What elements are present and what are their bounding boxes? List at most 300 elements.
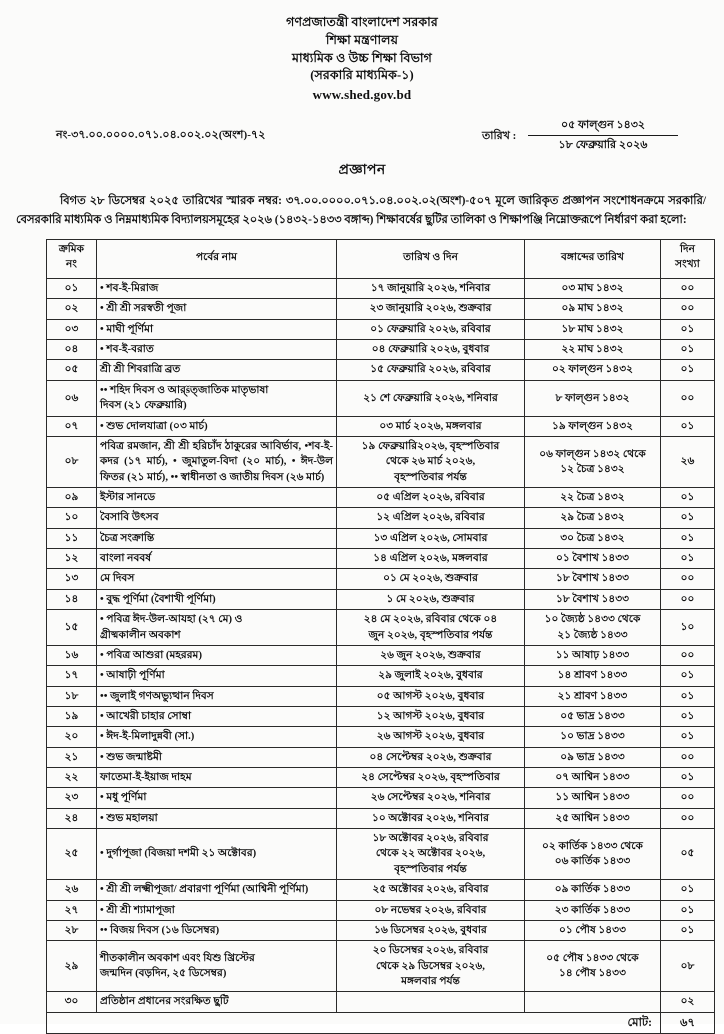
- cell-serial: ২৪: [47, 808, 97, 828]
- cell-bengali-date-line: ০৯ কার্তিক ১৪৩৩: [554, 884, 631, 896]
- cell-bengali-date-line: ০৭ আশ্বিন ১৪৩৩: [555, 772, 630, 784]
- cell-day-count: ০১: [661, 340, 715, 360]
- cell-serial: ০৪: [47, 340, 97, 360]
- cell-serial: ২২: [47, 768, 97, 788]
- cell-bengali-date-line: ১৮ বৈশাখ ১৪৩৩: [555, 593, 630, 605]
- cell-date-day-line: থেকে ২৯ ডিসেম্বর ২০২৬,: [376, 960, 485, 972]
- cell-date-day: [337, 706, 525, 726]
- cell-event-name-line: • শব-ই-বরাত: [100, 344, 154, 356]
- cell-date-day: [337, 549, 525, 569]
- cell-event-name: [97, 920, 337, 940]
- cell-event-name-line: চৈত্র সংক্রান্তি: [100, 532, 155, 544]
- cell-bengali-date-line: ১০ জ্যৈষ্ঠ ১৪৩৩ থেকে: [544, 614, 641, 626]
- cell-event-name: [97, 829, 337, 880]
- table-row: [47, 360, 715, 380]
- cell-event-name-line: ফাতেমা-ই-ইয়াজ দাহম: [100, 772, 192, 784]
- cell-event-name: [97, 319, 337, 339]
- cell-date-day: [337, 610, 525, 646]
- cell-date-day-line: থেকে ২৬ মার্চ ২০২৬,: [385, 456, 476, 468]
- cell-serial: ০৩: [47, 319, 97, 339]
- table-row: [47, 808, 715, 828]
- cell-serial: ০৯: [47, 488, 97, 508]
- body-paragraph-text: বিগত ২৮ ডিসেম্বর ২০২৫ তারিখের স্মারক নম্বর: ৩৭.০০.০০০০.০৭১.০৪.০০২.০২(অংশ)-৫০৭ মূলে জারিকৃত প্রজ্ঞাপন সংশোধনক্রমে সরকারি/বেসরকারি মাধ্যমিক ও নিম্নমাধ্যমিক বিদ্যালয়সমূহের ২০২৬ (১৪৩২-১৪৩৩ বঙ্গাব্দ) শিক্ষাবর্ষের ছুটির তালিকা ও শিক্ষাপঞ্জি নিম্নোক্তরূপে নির্ধারণ করা হলো:: [16, 195, 706, 226]
- table-row: [47, 380, 715, 416]
- cell-event-name-line: •• বিজয় দিবস (১৬ ডিসেম্বর): [100, 924, 220, 936]
- cell-date-day-line: বৃহস্পতিবার পর্যন্ত: [394, 471, 467, 483]
- cell-event-name-line: গ্রীষ্মকালীন অবকাশ: [100, 629, 181, 641]
- cell-serial: ১৪: [47, 589, 97, 609]
- cell-date-day: [337, 727, 525, 747]
- cell-bengali-date: [525, 488, 661, 508]
- cell-date-day: [337, 299, 525, 319]
- table-header: [47, 240, 715, 279]
- cell-bengali-date-line: ১৯ ফাল্গুন ১৪৩২: [552, 420, 633, 432]
- cell-date-day: [337, 360, 525, 380]
- cell-bengali-date-line: ২৩ কার্তিক ১৪৩৩: [554, 904, 631, 916]
- cell-event-name: [97, 788, 337, 808]
- cell-bengali-date: [525, 610, 661, 646]
- cell-event-name-line: প্রতিষ্ঠান প্রধানের সংরক্ষিত ছুটি: [100, 996, 229, 1008]
- cell-date-day-line: ২৬ আগস্ট ২০২৬, বুধবার: [376, 731, 485, 743]
- cell-date-day-line: ২৪ মে ২০২৬, রবিবার থেকে ০৪: [363, 614, 498, 626]
- cell-date-day-line: ১৩ এপ্রিল ২০২৬, সোমবার: [373, 532, 488, 544]
- col-header-day-count: [661, 240, 715, 279]
- cell-bengali-date: [525, 416, 661, 436]
- cell-bengali-date-line: ২৯ চৈত্র ১৪৩২: [560, 512, 625, 524]
- cell-date-day: [337, 589, 525, 609]
- cell-day-count: ০৫: [661, 829, 715, 880]
- cell-event-name: [97, 992, 337, 1012]
- cell-serial: ০৫: [47, 360, 97, 380]
- cell-day-count: ০১: [661, 920, 715, 940]
- cell-bengali-date-line: ২১ জ্যৈষ্ঠ ১৪৩৩: [557, 629, 628, 641]
- table-body: [47, 279, 715, 1034]
- cell-bengali-date: [525, 900, 661, 920]
- cell-date-day-line: ০৫ আগস্ট ২০২৬, বুধবার: [376, 690, 485, 702]
- cell-bengali-date-line: ০২ ফাল্গুন ১৪৩২: [551, 364, 634, 376]
- col-header-serial: [47, 240, 97, 279]
- cell-date-day: [337, 380, 525, 416]
- cell-date-day: [337, 416, 525, 436]
- cell-bengali-date: [525, 747, 661, 767]
- cell-bengali-date: [525, 706, 661, 726]
- cell-date-day: [337, 747, 525, 767]
- division-name: মাধ্যমিক ও উচ্চ শিক্ষা বিভাগ: [292, 50, 432, 65]
- cell-event-name: [97, 508, 337, 528]
- cell-date-day: [337, 340, 525, 360]
- cell-bengali-date-line: ০৬ কার্তিক ১৪৩৩: [554, 856, 631, 868]
- cell-bengali-date: [525, 666, 661, 686]
- cell-event-name: [97, 900, 337, 920]
- cell-bengali-date-line: ০৯ মাঘ ১৪৩২: [561, 303, 624, 315]
- table-row: [47, 549, 715, 569]
- cell-serial: ০১: [47, 279, 97, 299]
- cell-bengali-date-line: ২২ চৈত্র ১৪৩২: [560, 492, 625, 503]
- cell-event-name: [97, 645, 337, 665]
- table-row: [47, 666, 715, 686]
- cell-event-name: [97, 666, 337, 686]
- table-row: [47, 279, 715, 299]
- cell-date-day: [337, 941, 525, 992]
- cell-day-count: ০৮: [661, 941, 715, 992]
- table-row: [47, 768, 715, 788]
- cell-date-day: [337, 569, 525, 589]
- cell-event-name-line: • শুভ মহালয়া: [100, 812, 158, 824]
- cell-day-count: ০১: [661, 319, 715, 339]
- cell-bengali-date: [525, 528, 661, 548]
- government-name: গণপ্রজাতন্ত্রী বাংলাদেশ সরকার: [286, 15, 438, 29]
- memo-row: [0, 120, 724, 162]
- cell-bengali-date-line: ৮ ফাল্গুন ১৪৩২: [555, 392, 630, 404]
- table-row: [47, 299, 715, 319]
- cell-event-name: [97, 279, 337, 299]
- cell-bengali-date: [525, 829, 661, 880]
- cell-bengali-date: [525, 279, 661, 299]
- cell-bengali-date: [525, 436, 661, 487]
- cell-event-name: [97, 488, 337, 508]
- cell-bengali-date: [525, 508, 661, 528]
- cell-event-name-line: শীতকালীন অবকাশ এবং যিশু খ্রিস্টের: [100, 952, 255, 964]
- cell-day-count: ০০: [661, 380, 715, 416]
- cell-event-name: [97, 768, 337, 788]
- cell-date-day: [337, 666, 525, 686]
- cell-event-name: [97, 299, 337, 319]
- col-header-serial-line2: নং: [66, 259, 77, 271]
- ministry-name: শিক্ষা মন্ত্রণালয়: [325, 32, 399, 47]
- cell-event-name-line: বাংলা নববর্ষ: [100, 553, 152, 565]
- cell-bengali-date-line: ১২ চৈত্র ১৪৩২: [560, 463, 625, 475]
- cell-bengali-date: [525, 299, 661, 319]
- cell-event-name-line: • দুর্গাপূজা (বিজয়া দশমী ২১ অক্টোবর): [100, 848, 257, 860]
- table-row: [47, 727, 715, 747]
- cell-event-name: [97, 686, 337, 706]
- table-row: [47, 416, 715, 436]
- cell-event-name-line: জন্মদিন (বড়দিন, ২৫ ডিসেম্বর): [100, 968, 227, 980]
- cell-serial: ২৩: [47, 788, 97, 808]
- cell-date-day-line: ২৬ জুন ২০২৬, শুক্রবার: [380, 649, 481, 661]
- cell-bengali-date-line: ১০ ভাদ্র ১৪৩৩: [560, 731, 625, 743]
- memo-number: নং-৩৭.০০.০০০০.০৭১.০৪.০০২.০২(অংশ)-৭২: [56, 129, 266, 142]
- cell-day-count: ০০: [661, 645, 715, 665]
- cell-serial: ২৫: [47, 829, 97, 880]
- table-row: [47, 992, 715, 1012]
- cell-serial: ০৬: [47, 380, 97, 416]
- cell-event-name-line: দিবস (২১ ফেব্রুয়ারি): [100, 400, 187, 412]
- cell-date-day: [337, 808, 525, 828]
- cell-day-count: ০০: [661, 808, 715, 828]
- cell-day-count: ০০: [661, 299, 715, 319]
- cell-serial: ৩০: [47, 992, 97, 1012]
- table-row: [47, 686, 715, 706]
- cell-bengali-date-line: ১৮ মাঘ ১৪৩২: [561, 323, 624, 335]
- cell-day-count: ০১: [661, 416, 715, 436]
- cell-day-count: ২৬: [661, 436, 715, 487]
- table-row: [47, 880, 715, 900]
- cell-date-day-line: ১৯ ফেব্রুয়ারি২০২৬, বৃহস্পতিবার: [361, 440, 500, 452]
- cell-event-name-line: • মাঘী পূর্ণিমা: [100, 323, 154, 335]
- cell-date-day: [337, 992, 525, 1012]
- cell-bengali-date: [525, 589, 661, 609]
- table-row: [47, 340, 715, 360]
- cell-event-name-line: • আখেরী চাহার সোম্বা: [100, 710, 192, 722]
- table-row: [47, 941, 715, 992]
- cell-serial: ১৭: [47, 666, 97, 686]
- cell-serial: ১৯: [47, 706, 97, 726]
- cell-event-name: [97, 808, 337, 828]
- cell-bengali-date-line: ২১ শ্রাবণ ১৪৩৩: [557, 690, 628, 702]
- cell-date-day-line: ২৯ জুলাই ২০২৬, বুধবার: [378, 670, 483, 682]
- cell-bengali-date: [525, 992, 661, 1012]
- cell-serial: ২১: [47, 747, 97, 767]
- cell-day-count: ১০: [661, 610, 715, 646]
- cell-date-day: [337, 768, 525, 788]
- col-header-date-day: তারিখ ও দিন: [337, 240, 525, 279]
- bengali-date: ০৫ ফাল্গুন ১৪৩২: [528, 118, 678, 136]
- cell-event-name-line: মে দিবস: [100, 573, 135, 585]
- cell-event-name-line: • বুদ্ধ পূর্ণিমা (বৈশাখী পূর্ণিমা): [100, 593, 216, 605]
- cell-bengali-date: [525, 549, 661, 569]
- cell-bengali-date: [525, 319, 661, 339]
- cell-date-day: [337, 488, 525, 508]
- cell-bengali-date: [525, 788, 661, 808]
- cell-event-name-line: • পবিত্র আশুরা (মহররম): [100, 649, 202, 661]
- cell-date-day-line: ২১ শে ফেব্রুয়ারি ২০২৬, শনিবার: [363, 392, 498, 404]
- cell-date-day: [337, 528, 525, 548]
- cell-event-name-line: বৈসাবি উৎসব: [100, 512, 159, 524]
- date-stack: [528, 118, 678, 154]
- col-header-bengali-date: বঙ্গাব্দের তারিখ: [525, 240, 661, 279]
- table-row: [47, 645, 715, 665]
- cell-date-day-line: ১৬ ডিসেম্বর ২০২৬, বুধবার: [374, 924, 487, 936]
- cell-bengali-date-line: ২২ মাঘ ১৪৩২: [561, 344, 624, 356]
- table-row: [47, 706, 715, 726]
- cell-bengali-date-line: ০২ কার্তিক ১৪৩৩ থেকে: [542, 840, 643, 852]
- cell-event-name-line: •• জুলাই গণঅভ্যুত্থান দিবস: [100, 690, 214, 702]
- table-row: [47, 829, 715, 880]
- cell-event-name-line: শ্রী শ্রী শিবরাত্রি ব্রত: [100, 364, 181, 376]
- table-header-row: [47, 240, 715, 279]
- cell-serial: ১৫: [47, 610, 97, 646]
- cell-date-day-line: ০১ ফেব্রুয়ারি ২০২৬, রবিবার: [370, 323, 491, 335]
- cell-serial: ২৭: [47, 900, 97, 920]
- cell-date-day-line: বৃহস্পতিবার পর্যন্ত: [394, 863, 467, 875]
- table-row: [47, 528, 715, 548]
- cell-event-name-line: • শ্রী শ্রী সরস্বতী পূজা: [100, 303, 187, 315]
- cell-event-name-line: • ঈদ-ই-মিলাদুন্নবী (সা.): [100, 731, 195, 743]
- cell-date-day-line: ০৪ ফেব্রুয়ারি ২০২৬, বুধবার: [371, 344, 490, 356]
- cell-date-day: [337, 788, 525, 808]
- table-total-row: [47, 1012, 715, 1034]
- cell-event-name: [97, 380, 337, 416]
- cell-date-day: [337, 645, 525, 665]
- table-row: [47, 589, 715, 609]
- cell-day-count: ০১: [661, 686, 715, 706]
- cell-day-count: ০১: [661, 768, 715, 788]
- cell-event-name-line: • শ্রী শ্রী শ্যামাপূজা: [100, 904, 175, 916]
- cell-day-count: ০১: [661, 528, 715, 548]
- cell-date-day: [337, 279, 525, 299]
- cell-date-day-line: ০৫ এপ্রিল ২০২৬, রবিবার: [376, 492, 485, 503]
- cell-day-count: ০১: [661, 900, 715, 920]
- cell-date-day-line: মঙ্গলবার পর্যন্ত: [401, 975, 460, 987]
- cell-event-name: [97, 549, 337, 569]
- cell-date-day-line: ২৩ জানুয়ারি ২০২৬, শুক্রবার: [369, 303, 492, 315]
- cell-date-day-line: ১৭ জানুয়ারি ২০২৬, শনিবার: [370, 283, 491, 295]
- cell-event-name-line: •• শহিদ দিবস ও আর্šত্জাতিক মাতৃভাষা: [100, 384, 269, 396]
- cell-bengali-date: [525, 380, 661, 416]
- cell-day-count: ০০: [661, 747, 715, 767]
- cell-bengali-date: [525, 920, 661, 940]
- cell-bengali-date: [525, 768, 661, 788]
- cell-day-count: ০১: [661, 706, 715, 726]
- cell-serial: ২৯: [47, 941, 97, 992]
- cell-event-name: [97, 589, 337, 609]
- cell-date-day-line: ০১ মে ২০২৬, শুক্রবার: [383, 573, 478, 585]
- cell-serial: ১০: [47, 508, 97, 528]
- cell-date-day-line: ১ মে ২০২৬, শুক্রবার: [386, 593, 475, 605]
- cell-bengali-date-line: ১১ আশ্বিন ১৪৩৩: [555, 792, 630, 804]
- cell-date-day-line: ০৮ নভেম্বর ২০২৬, রবিবার: [374, 904, 487, 916]
- cell-bengali-date-line: ০৯ ভাদ্র ১৪৩৩: [560, 751, 625, 763]
- col-header-day-count-line2: সংখ্যা: [675, 259, 700, 271]
- table-row: [47, 788, 715, 808]
- cell-bengali-date-line: ২৫ আশ্বিন ১৪৩৩: [555, 812, 630, 824]
- cell-bengali-date: [525, 569, 661, 589]
- cell-event-name-line: • মধু পূর্ণিমা: [100, 792, 147, 804]
- cell-serial: ০৭: [47, 416, 97, 436]
- cell-bengali-date-line: ০১ বৈশাখ ১৪৩৩: [555, 553, 630, 565]
- cell-date-day-line: জুন ২০২৬, বৃহস্পতিবার পর্যন্ত: [368, 629, 493, 641]
- cell-event-name-line: • শুভ জন্মাষ্টমী: [100, 751, 162, 763]
- cell-event-name-line: • শুভ দোলযাত্রা (০৩ মার্চ): [100, 420, 208, 432]
- cell-bengali-date-line: ৩০ চৈত্র ১৪৩২: [560, 532, 625, 544]
- total-label: মোট:: [47, 1012, 661, 1034]
- table-row: [47, 920, 715, 940]
- cell-event-name: [97, 747, 337, 767]
- cell-date-day-line: ১০ অক্টোবর ২০২৬, শনিবার: [372, 812, 489, 824]
- cell-date-day: [337, 900, 525, 920]
- cell-serial: ০২: [47, 299, 97, 319]
- cell-date-day-line: ১২ আগস্ট ২০২৬, বুধবার: [376, 710, 485, 722]
- body-paragraph: [16, 192, 706, 229]
- table-row: [47, 436, 715, 487]
- cell-day-count: ০০: [661, 279, 715, 299]
- cell-bengali-date: [525, 340, 661, 360]
- cell-serial: ১৩: [47, 569, 97, 589]
- cell-bengali-date: [525, 645, 661, 665]
- website-url: www.shed.gov.bd: [312, 87, 412, 102]
- cell-day-count: ০২: [661, 992, 715, 1012]
- col-header-day-count-line1: দিন: [680, 244, 695, 256]
- cell-bengali-date-line: ০৫ পৌষ ১৪৩৩ থেকে: [546, 952, 639, 964]
- cell-event-name: [97, 610, 337, 646]
- cell-date-day-line: ০৩ মার্চ ২০২৬, মঙ্গলবার: [379, 420, 482, 432]
- cell-bengali-date: [525, 880, 661, 900]
- cell-date-day-line: ১৪ এপ্রিল ২০২৬, মঙ্গলবার: [373, 553, 488, 565]
- cell-event-name: [97, 528, 337, 548]
- cell-day-count: ০১: [661, 880, 715, 900]
- holiday-calendar-table: [46, 239, 715, 1034]
- cell-serial: ২৮: [47, 920, 97, 940]
- date-label: তারিখ :: [482, 130, 517, 143]
- cell-day-count: ০১: [661, 549, 715, 569]
- cell-date-day-line: ২৪ সেপ্টেম্বর ২০২৬, বৃহস্পতিবার: [361, 772, 500, 784]
- cell-event-name: [97, 360, 337, 380]
- cell-date-day-line: ২৫ অক্টোবর ২০২৬, রবিবার: [372, 884, 489, 896]
- cell-date-day-line: ১৫ ফেব্রুয়ারি ২০২৬, রবিবার: [370, 364, 491, 376]
- cell-bengali-date-line: ০১ পৌষ ১৪৩৩: [559, 924, 626, 936]
- cell-day-count: ০০: [661, 589, 715, 609]
- col-header-event-name: পর্বের নাম: [97, 240, 337, 279]
- table-row: [47, 508, 715, 528]
- cell-date-day: [337, 436, 525, 487]
- cell-date-day-line: ১২ এপ্রিল ২০২৬, রবিবার: [376, 512, 485, 524]
- total-value: ৬৭: [661, 1012, 715, 1034]
- cell-day-count: ০১: [661, 666, 715, 686]
- cell-event-name-line: পবিত্র রমজান, শ্রী শ্রী হরিচাঁদ ঠাকুরের আবির্ভাব, •শব-ই-কদর (১৭ মার্চ), • জুমাতুল-বিদা (২০ মার্চ), • ঈদ-উল ফিতর (২১ মার্চ), •• স্বাধীনতা ও জাতীয় দিবস (২৬ মার্চ): [100, 440, 333, 483]
- cell-bengali-date-line: ০৬ ফাল্গুন ১৪৩২ থেকে: [539, 448, 646, 460]
- cell-serial: ২০: [47, 727, 97, 747]
- cell-day-count: ০১: [661, 488, 715, 508]
- cell-event-name-line: • পবিত্র ঈদ-উল-আযহা (২৭ মে) ও: [100, 614, 243, 626]
- table-row: [47, 488, 715, 508]
- cell-date-day: [337, 319, 525, 339]
- cell-day-count: ০০: [661, 569, 715, 589]
- cell-event-name-line: • আষাঢ়ী পূর্ণিমা: [100, 670, 165, 682]
- cell-date-day-line: ১৮ অক্টোবর ২০২৬, রবিবার: [372, 833, 489, 845]
- cell-event-name: [97, 340, 337, 360]
- cell-bengali-date: [525, 686, 661, 706]
- cell-day-count: ০১: [661, 360, 715, 380]
- cell-bengali-date: [525, 808, 661, 828]
- section-name: (সরকারি মাধ্যমিক-১): [310, 68, 414, 83]
- cell-event-name: [97, 436, 337, 487]
- table-row: [47, 610, 715, 646]
- table-row: [47, 900, 715, 920]
- cell-event-name-line: • শব-ই-মিরাজ: [100, 283, 159, 295]
- cell-bengali-date: [525, 360, 661, 380]
- table-row: [47, 747, 715, 767]
- cell-serial: ১২: [47, 549, 97, 569]
- cell-event-name-line: ইস্টার সানডে: [100, 492, 156, 503]
- cell-date-day-line: ২০ ডিসেম্বর ২০২৬, রবিবার: [372, 945, 489, 957]
- cell-bengali-date: [525, 727, 661, 747]
- cell-date-day-line: ২৬ সেপ্টেম্বর ২০২৬, শনিবার: [370, 792, 491, 804]
- cell-event-name: [97, 416, 337, 436]
- cell-event-name: [97, 941, 337, 992]
- cell-bengali-date-line: ০৫ ভাদ্র ১৪৩৩: [560, 710, 625, 722]
- cell-date-day-line: ০৪ সেপ্টেম্বর ২০২৬, শুক্রবার: [369, 751, 492, 763]
- table-row: [47, 319, 715, 339]
- cell-day-count: ০১: [661, 727, 715, 747]
- col-header-serial-line1: ক্রমিক: [58, 244, 85, 256]
- holiday-table-wrapper: [46, 239, 714, 1034]
- cell-bengali-date-line: ১১ আষাঢ় ১৪৩৩: [555, 649, 630, 661]
- cell-serial: ২৬: [47, 880, 97, 900]
- cell-event-name: [97, 706, 337, 726]
- cell-day-count: ০০: [661, 788, 715, 808]
- cell-event-name: [97, 569, 337, 589]
- cell-bengali-date-line: ১৮ বৈশাখ ১৪৩৩: [555, 573, 630, 585]
- cell-serial: ১৬: [47, 645, 97, 665]
- cell-bengali-date-line: ১৪ পৌষ ১৪৩৩: [559, 968, 626, 980]
- cell-date-day: [337, 686, 525, 706]
- cell-bengali-date: [525, 941, 661, 992]
- cell-serial: ০৮: [47, 436, 97, 487]
- cell-day-count: ০১: [661, 508, 715, 528]
- cell-bengali-date-line: ০৩ মাঘ ১৪৩২: [561, 283, 624, 295]
- cell-date-day: [337, 880, 525, 900]
